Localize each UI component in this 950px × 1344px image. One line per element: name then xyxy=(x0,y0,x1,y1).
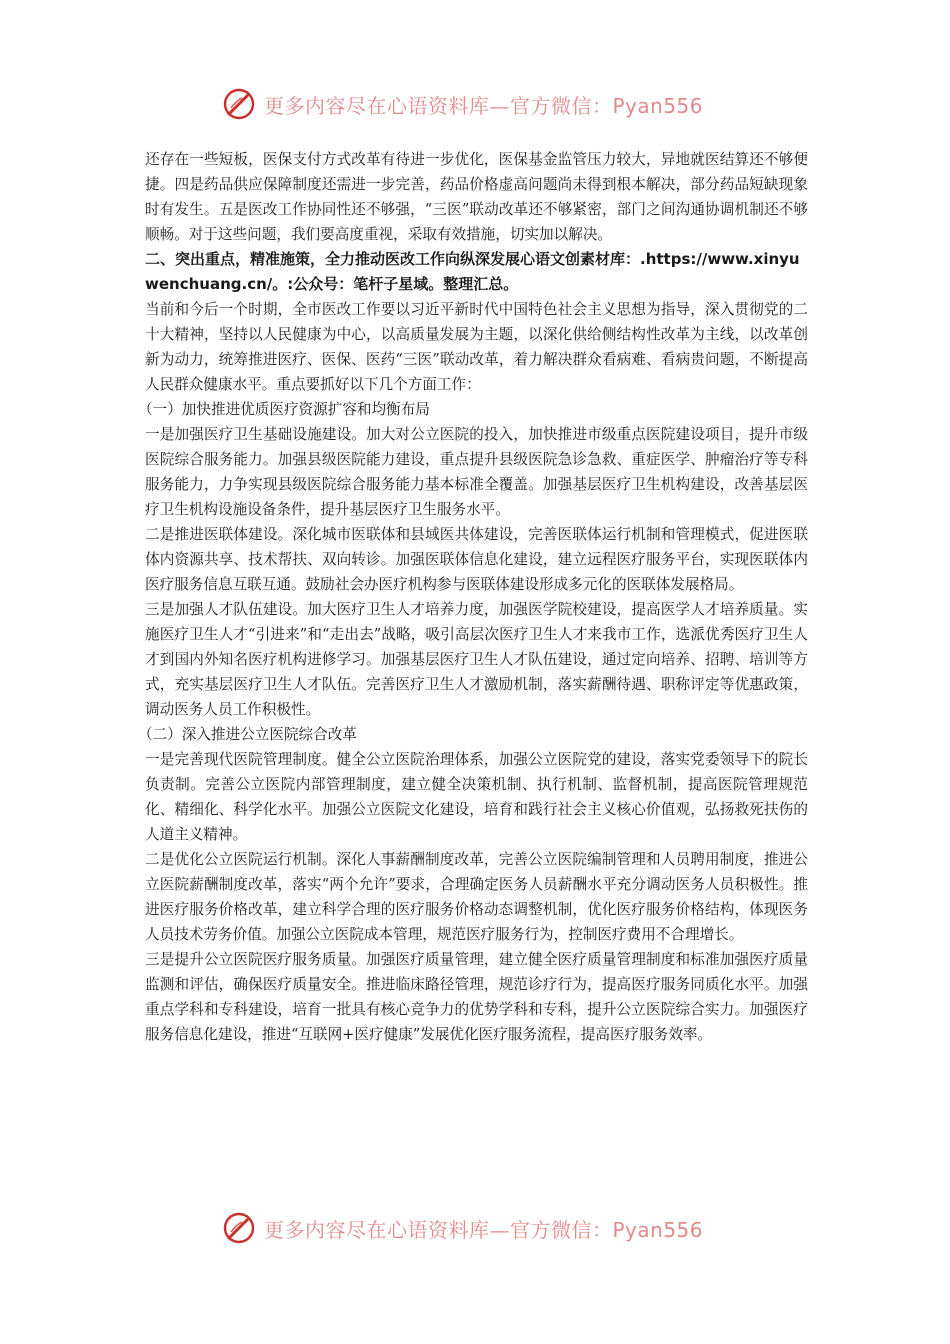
banner-wechat-id: Pyan556 xyxy=(612,1217,704,1242)
paragraph: 一是完善现代医院管理制度。健全公立医院治理体系，加强公立医院党的建设，落实党委领导下的院长负责制。完善公立医院内部管理制度，建立健全决策机制、执行机制、监督机制，提高医院管理规范化、精细化、科学化水平。加强公立医院文化建设，培育和践行社会主义核心价值观，弘扬救死扶伤的人道主义精神。 xyxy=(145,751,808,843)
document-body xyxy=(138,147,808,1047)
paragraph: 二是推进医联体建设。深化城市医联体和县域医共体建设，完善医联体运行机制和管理模式，促进医联体内资源共享、技术帮扶、双向转诊。加强医联体信息化建设，建立远程医疗服务平台，实现医联体内医疗服务信息互联互通。鼓励社会办医疗机构参与医联体建设形成多元化的医联体发展格局。 xyxy=(145,526,808,593)
subsection-heading: （二）深入推进公立医院综合改革 xyxy=(138,726,357,743)
footer-banner xyxy=(222,1208,722,1248)
banner-text xyxy=(264,90,703,119)
banner-wechat-id: Pyan556 xyxy=(612,93,704,118)
paragraph: 二是优化公立医院运行机制。深化人事薪酬制度改革，完善公立医院编制管理和人员聘用制度，推进公立医院薪酬制度改革，落实“两个允许”要求，合理确定医务人员薪酬水平充分调动医务人员积极性。推进医疗服务价格改革，建立科学合理的医疗服务价格动态调整机制，优化医疗服务价格结构，体现医务人员技术劳务价值。加强公立医院成本管理，规范医疗服务行为，控制医疗费用不合理增长。 xyxy=(145,851,808,943)
paragraph: 还存在一些短板，医保支付方式改革有待进一步优化，医保基金监管压力较大，异地就医结算还不够便捷。四是药品供应保障制度还需进一步完善，药品价格虚高问题尚未得到根本解决，部分药品短缺现象时有发生。五是医改工作协同性还不够强，“三医”联动改革还不够紧密，部门之间沟通协调机制还不够顺畅。对于这些问题，我们要高度重视，采取有效措施，切实加以解决。 xyxy=(145,151,808,243)
pen-logo-icon xyxy=(222,87,256,121)
pen-logo-icon xyxy=(222,1211,256,1245)
subsection-heading: （一）加快推进优质医疗资源扩容和均衡布局 xyxy=(138,401,430,418)
section-heading: 二、突出重点，精准施策，全力推动医改工作向纵深发展心语文创素材库：.https://www.xinyuwenchuang.cn/。:公众号：笔杆子星域。整理汇总。 xyxy=(145,250,800,293)
paragraph: 一是加强医疗卫生基础设施建设。加大对公立医院的投入，加快推进市级重点医院建设项目，提升市级医院综合服务能力。加强县级医院能力建设，重点提升县级医院急诊急救、重症医学、肿瘤治疗等专科服务能力，力争实现县级医院综合服务能力基本标准全覆盖。加强基层医疗卫生机构建设，改善基层医疗卫生机构设施设备条件，提升基层医疗卫生服务水平。 xyxy=(145,426,808,518)
banner-text xyxy=(264,1214,703,1243)
paragraph: 三是提升公立医院医疗服务质量。加强医疗质量管理，建立健全医疗质量管理制度和标准加强医疗质量监测和评估，确保医疗质量安全。推进临床路径管理，规范诊疗行为，提高医疗服务同质化水平。加强重点学科和专科建设，培育一批具有核心竞争力的优势学科和专科，提升公立医院综合实力。加强医疗服务信息化建设，推进“互联网+医疗健康”发展优化医疗服务流程，提高医疗服务效率。 xyxy=(145,951,808,1043)
header-banner xyxy=(222,84,722,124)
paragraph: 三是加强人才队伍建设。加大医疗卫生人才培养力度，加强医学院校建设，提高医学人才培养质量。实施医疗卫生人才“引进来”和“走出去”战略，吸引高层次医疗卫生人才来我市工作，选派优秀医疗卫生人才到国内外知名医疗机构进修学习。加强基层医疗卫生人才队伍建设，通过定向培养、招聘、培训等方式，充实基层医疗卫生人才队伍。完善医疗卫生人才激励机制，落实薪酬待遇、职称评定等优惠政策，调动医务人员工作积极性。 xyxy=(145,601,808,718)
banner-text-cn: 更多内容尽在心语资料库—官方微信： xyxy=(264,93,613,118)
paragraph: 当前和今后一个时期，全市医改工作要以习近平新时代中国特色社会主义思想为指导，深入贯彻党的二十大精神，坚持以人民健康为中心，以高质量发展为主题，以深化供给侧结构性改革为主线，以改革创新为动力，统筹推进医疗、医保、医药“三医”联动改革，着力解决群众看病难、看病贵问题，不断提高人民群众健康水平。重点要抓好以下几个方面工作： xyxy=(145,301,808,393)
banner-text-cn: 更多内容尽在心语资料库—官方微信： xyxy=(264,1217,613,1242)
